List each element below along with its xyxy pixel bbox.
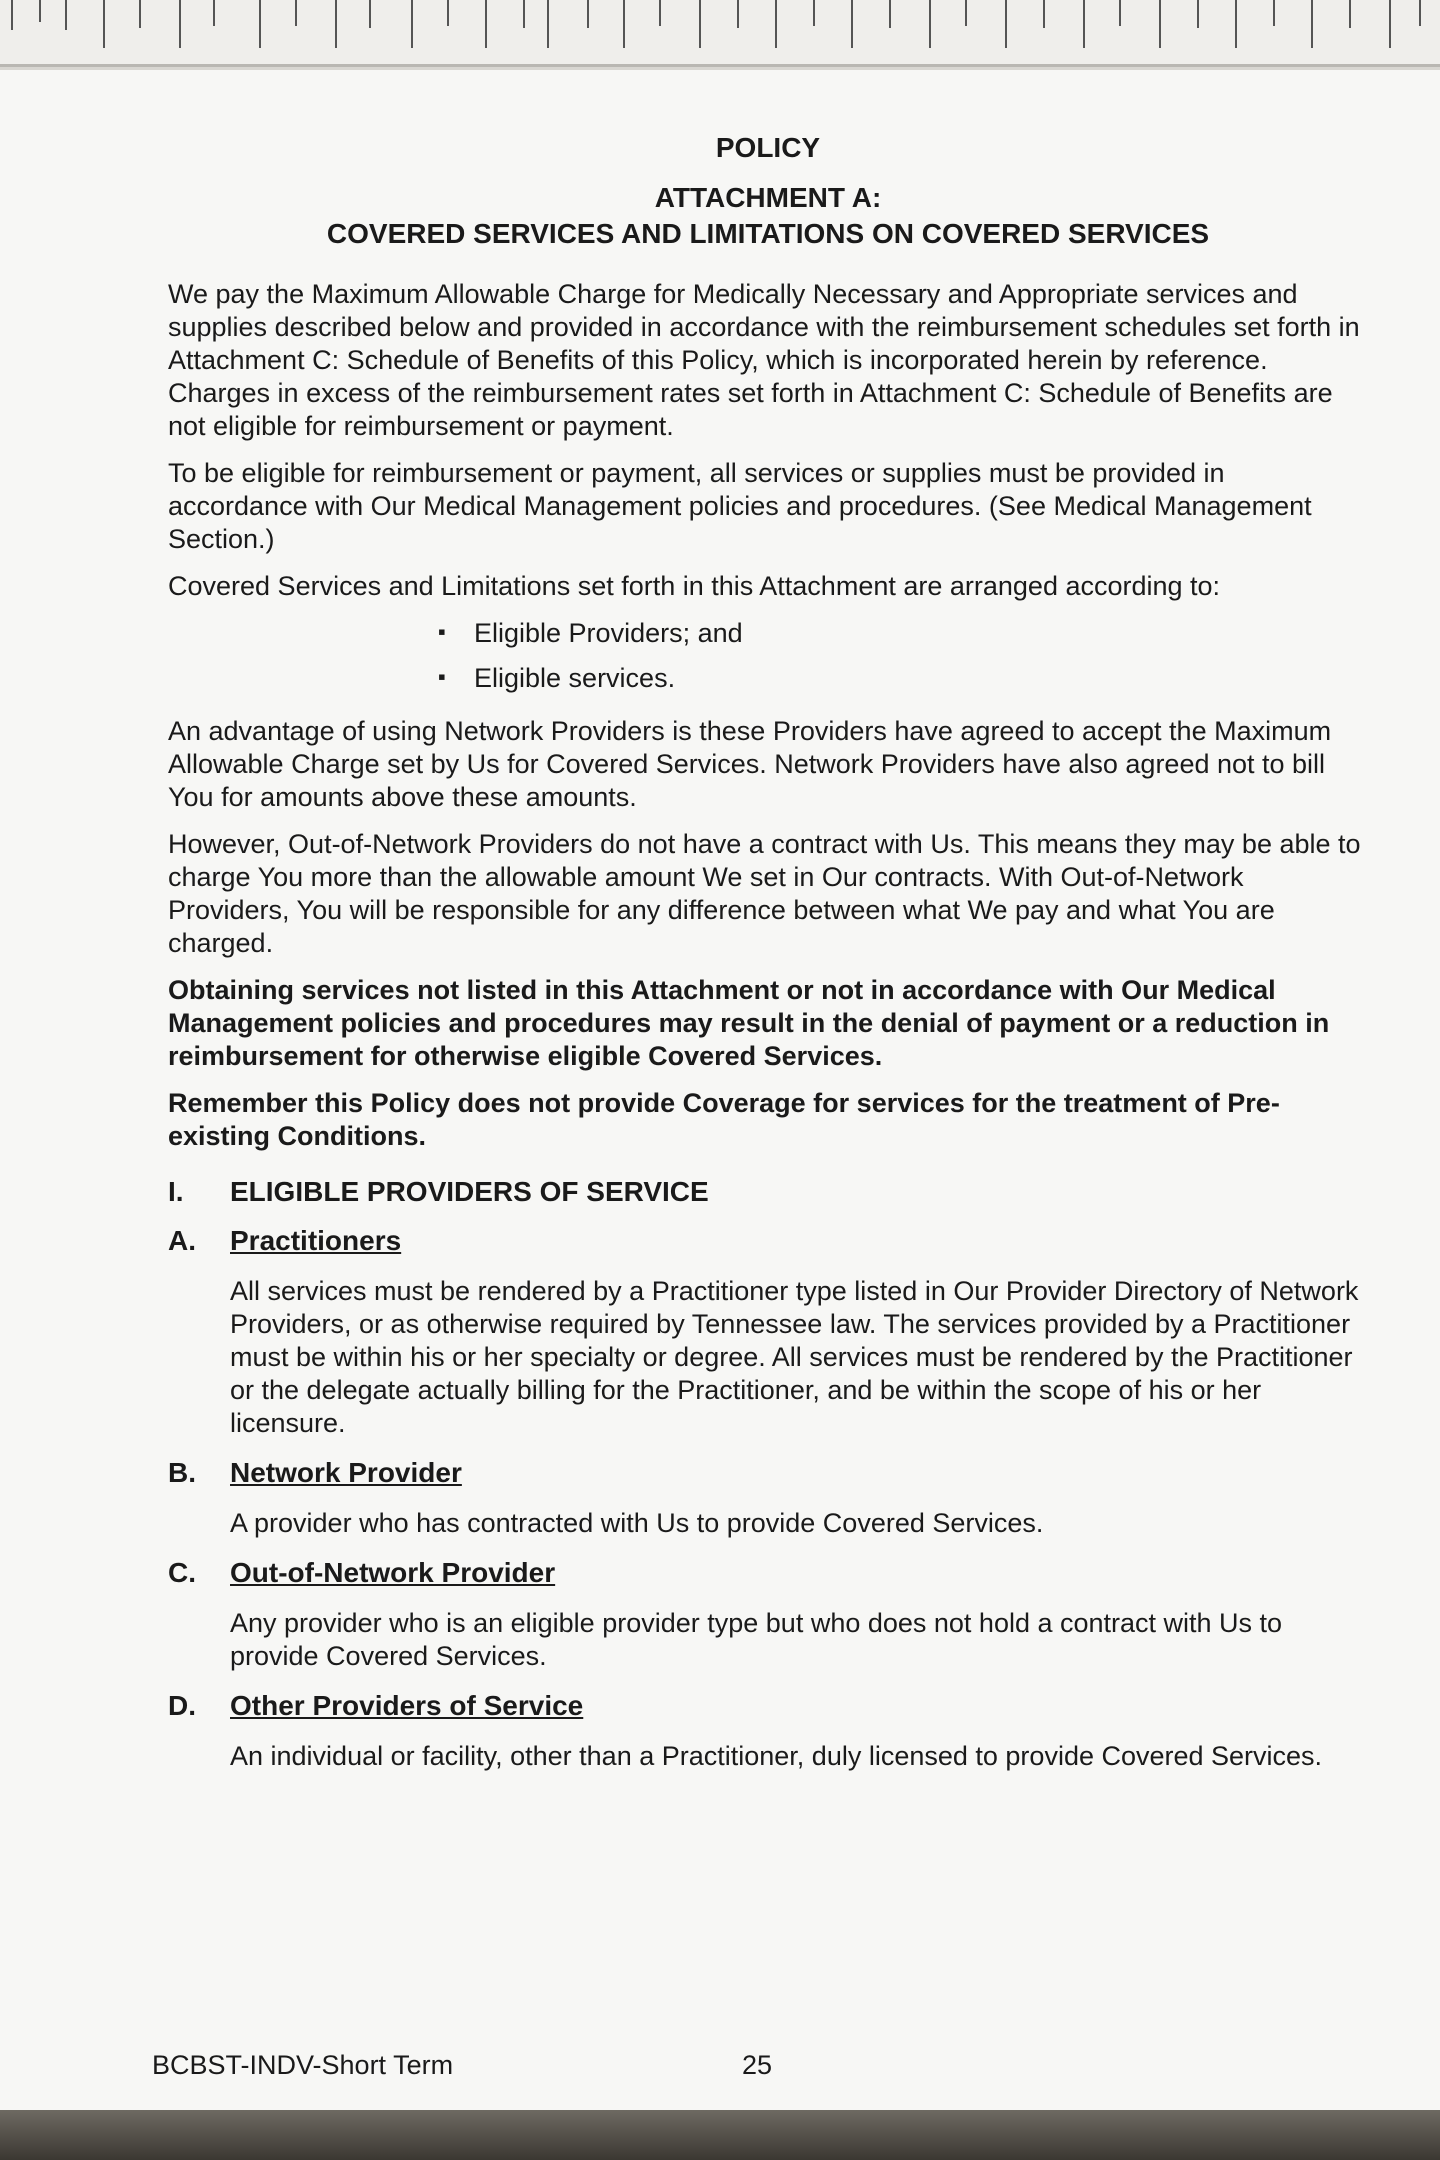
bullet-list	[168, 617, 1368, 695]
list-item	[438, 662, 1368, 695]
bullet-text: Eligible services.	[474, 663, 676, 693]
paragraph-arrangement: Covered Services and Limitations set forth in this Attachment are arranged according to:	[168, 571, 1221, 601]
subsection-title: Other Providers of Service	[230, 1690, 584, 1721]
section-heading	[168, 1175, 1368, 1208]
page-footer	[152, 2050, 1252, 2081]
subsection-letter: C.	[168, 1557, 196, 1588]
bullet-text: Eligible Providers; and	[474, 618, 743, 648]
page-number: 25	[742, 2050, 773, 2080]
subsection-letter: D.	[168, 1690, 196, 1721]
section-number: I.	[168, 1176, 184, 1207]
subsection-body: An individual or facility, other than a Practitioner, duly licensed to provide Covered Services.	[230, 1741, 1323, 1771]
page-content	[168, 130, 1368, 1787]
bullet-icon: ▪	[438, 664, 446, 689]
paragraph-denial-warning: Obtaining services not listed in this Attachment or not in accordance with Our Medical Management policies and procedures may result in the denial of payment or a reduction in reimbursement for otherwise eligible Covered Services.	[168, 975, 1330, 1071]
paragraph-network-advantage: An advantage of using Network Providers is these Providers have agreed to accept the Maximum Allowable Charge set by Us for Covered Services. Network Providers have also agreed not to bill You for amounts above these amounts.	[168, 716, 1332, 812]
subsection-heading-practitioners	[168, 1224, 1368, 1257]
subsection-title: Practitioners	[230, 1225, 402, 1256]
subsection-letter: A.	[168, 1225, 196, 1256]
subsection-title: Network Provider	[230, 1457, 462, 1488]
subsection-body: A provider who has contracted with Us to provide Covered Services.	[230, 1508, 1044, 1538]
policy-heading: POLICY	[715, 132, 821, 163]
covered-services-heading: COVERED SERVICES AND LIMITATIONS ON COVERED SERVICES	[326, 218, 1210, 249]
bullet-icon: ▪	[438, 619, 446, 644]
subsection-letter: B.	[168, 1457, 196, 1488]
subsection-body: All services must be rendered by a Practitioner type listed in Our Provider Directory of Network Providers, or as otherwise required by Tennessee law. The services provided by a Practitioner must be within his or her specialty or degree. All services must be rendered by the Practitioner or the delegate actually billing for the Practitioner, and be within the scope of his or her licensure.	[230, 1276, 1359, 1438]
subsection-heading-network-provider	[168, 1456, 1368, 1489]
paragraph-max-allowable: We pay the Maximum Allowable Charge for Medically Necessary and Appropriate services and supplies described below and provided in accordance with the reimbursement schedules set forth in Attachment C: Schedule of Benefits of this Policy, which is incorporated herein by reference. Charges in excess of the reimbursement rates set forth in Attachment C: Schedule of Benefits are not eligible for reimbursement or payment.	[168, 279, 1360, 441]
ruler-strip	[0, 0, 1440, 67]
document-page	[0, 70, 1440, 2110]
section-title: ELIGIBLE PROVIDERS OF SERVICE	[230, 1176, 709, 1207]
paragraph-out-of-network: However, Out-of-Network Providers do not have a contract with Us. This means they may be able to charge You more than the allowable amount We set in Our contracts. With Out-of-Network Providers, You will be responsible for any difference between what We pay and what You are charged.	[168, 829, 1361, 958]
list-item	[438, 617, 1368, 650]
paragraph-eligibility: To be eligible for reimbursement or payment, all services or supplies must be provided in accordance with Our Medical Management policies and procedures. (See Medical Management Section.)	[168, 458, 1312, 554]
subsection-heading-other-providers	[168, 1689, 1368, 1722]
attachment-heading: ATTACHMENT A:	[654, 182, 882, 213]
subsection-body: Any provider who is an eligible provider type but who does not hold a contract with Us to provide Covered Services.	[230, 1608, 1283, 1671]
ruler-ticks	[0, 0, 1440, 64]
subsection-heading-out-of-network	[168, 1556, 1368, 1589]
footer-doc-id: BCBST-INDV-Short Term	[152, 2050, 454, 2080]
subsection-title: Out-of-Network Provider	[230, 1557, 556, 1588]
paragraph-preexisting: Remember this Policy does not provide Coverage for services for the treatment of Pre-existing Conditions.	[168, 1088, 1280, 1151]
scanner-bottom-edge	[0, 2110, 1440, 2160]
